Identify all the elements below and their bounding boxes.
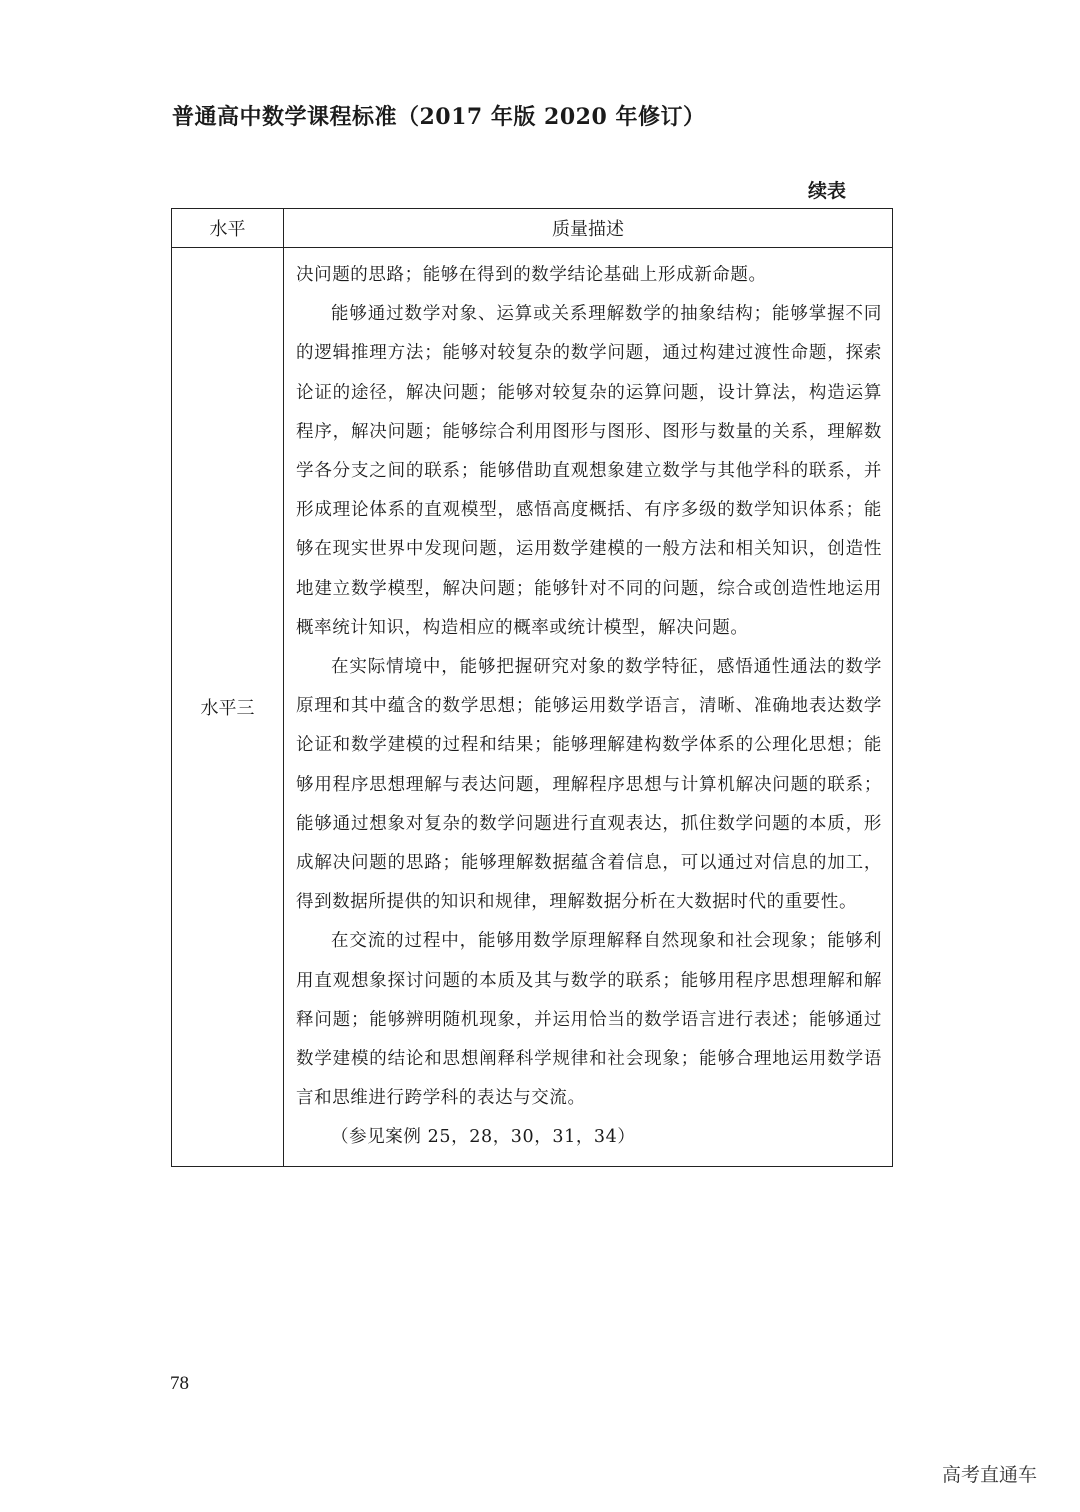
continued-label: 续表 [808, 180, 847, 202]
description-cell [284, 248, 893, 1167]
page-number: 78 [170, 1373, 189, 1394]
watermark: 高考直通车 [942, 1464, 1038, 1486]
description-paragraph: 在实际情境中，能够把握研究对象的数学特征，感悟通性通法的数学原理和其中蕴含的数学思想；能够运用数学语言，清晰、准确地表达数学论证和数学建模的过程和结果；能够理解建构数学体系的公理化思想；能够用程序思想理解与表达问题，理解程序思想与计算机解决问题的联系；能够通过想象对复杂的数学问题进行直观表达，抓住数学问题的本质，形成解决问题的思路；能够理解数据蕴含着信息，可以通过对信息的加工，得到数据所提供的知识和规律，理解数据分析在大数据时代的重要性。 [296, 657, 882, 913]
table-row [172, 248, 893, 1167]
column-header-level: 水平 [172, 209, 284, 248]
page-title: 普通高中数学课程标准（2017 年版 2020 年修订） [172, 104, 706, 130]
level-cell: 水平三 [172, 248, 284, 1167]
case-reference: （参见案例 25，28，30，31，34） [331, 1127, 636, 1148]
table-header-row [172, 209, 893, 248]
quality-table [171, 208, 893, 1167]
description-paragraph: 能够通过数学对象、运算或关系理解数学的抽象结构；能够掌握不同的逻辑推理方法；能够对较复杂的数学问题，通过构建过渡性命题，探索论证的途径，解决问题；能够对较复杂的运算问题，设计算法，构造运算程序，解决问题；能够综合利用图形与图形、图形与数量的关系，理解数学各分支之间的联系；能够借助直观想象建立数学与其他学科的联系，并形成理论体系的直观模型，感悟高度概括、有序多级的数学知识体系；能够在现实世界中发现问题，运用数学建模的一般方法和相关知识，创造性地建立数学模型，解决问题；能够针对不同的问题，综合或创造性地运用概率统计知识，构造相应的概率或统计模型，解决问题。 [296, 304, 882, 638]
column-header-description: 质量描述 [284, 209, 893, 248]
description-paragraph: 决问题的思路；能够在得到的数学结论基础上形成新命题。 [296, 265, 767, 285]
description-paragraph: 在交流的过程中，能够用数学原理解释自然现象和社会现象；能够利用直观想象探讨问题的本质及其与数学的联系；能够用程序思想理解和解释问题；能够辨明随机现象，并运用恰当的数学语言进行表述；能够通过数学建模的结论和思想阐释科学规律和社会现象；能够合理地运用数学语言和思维进行跨学科的表达与交流。 [296, 931, 882, 1109]
